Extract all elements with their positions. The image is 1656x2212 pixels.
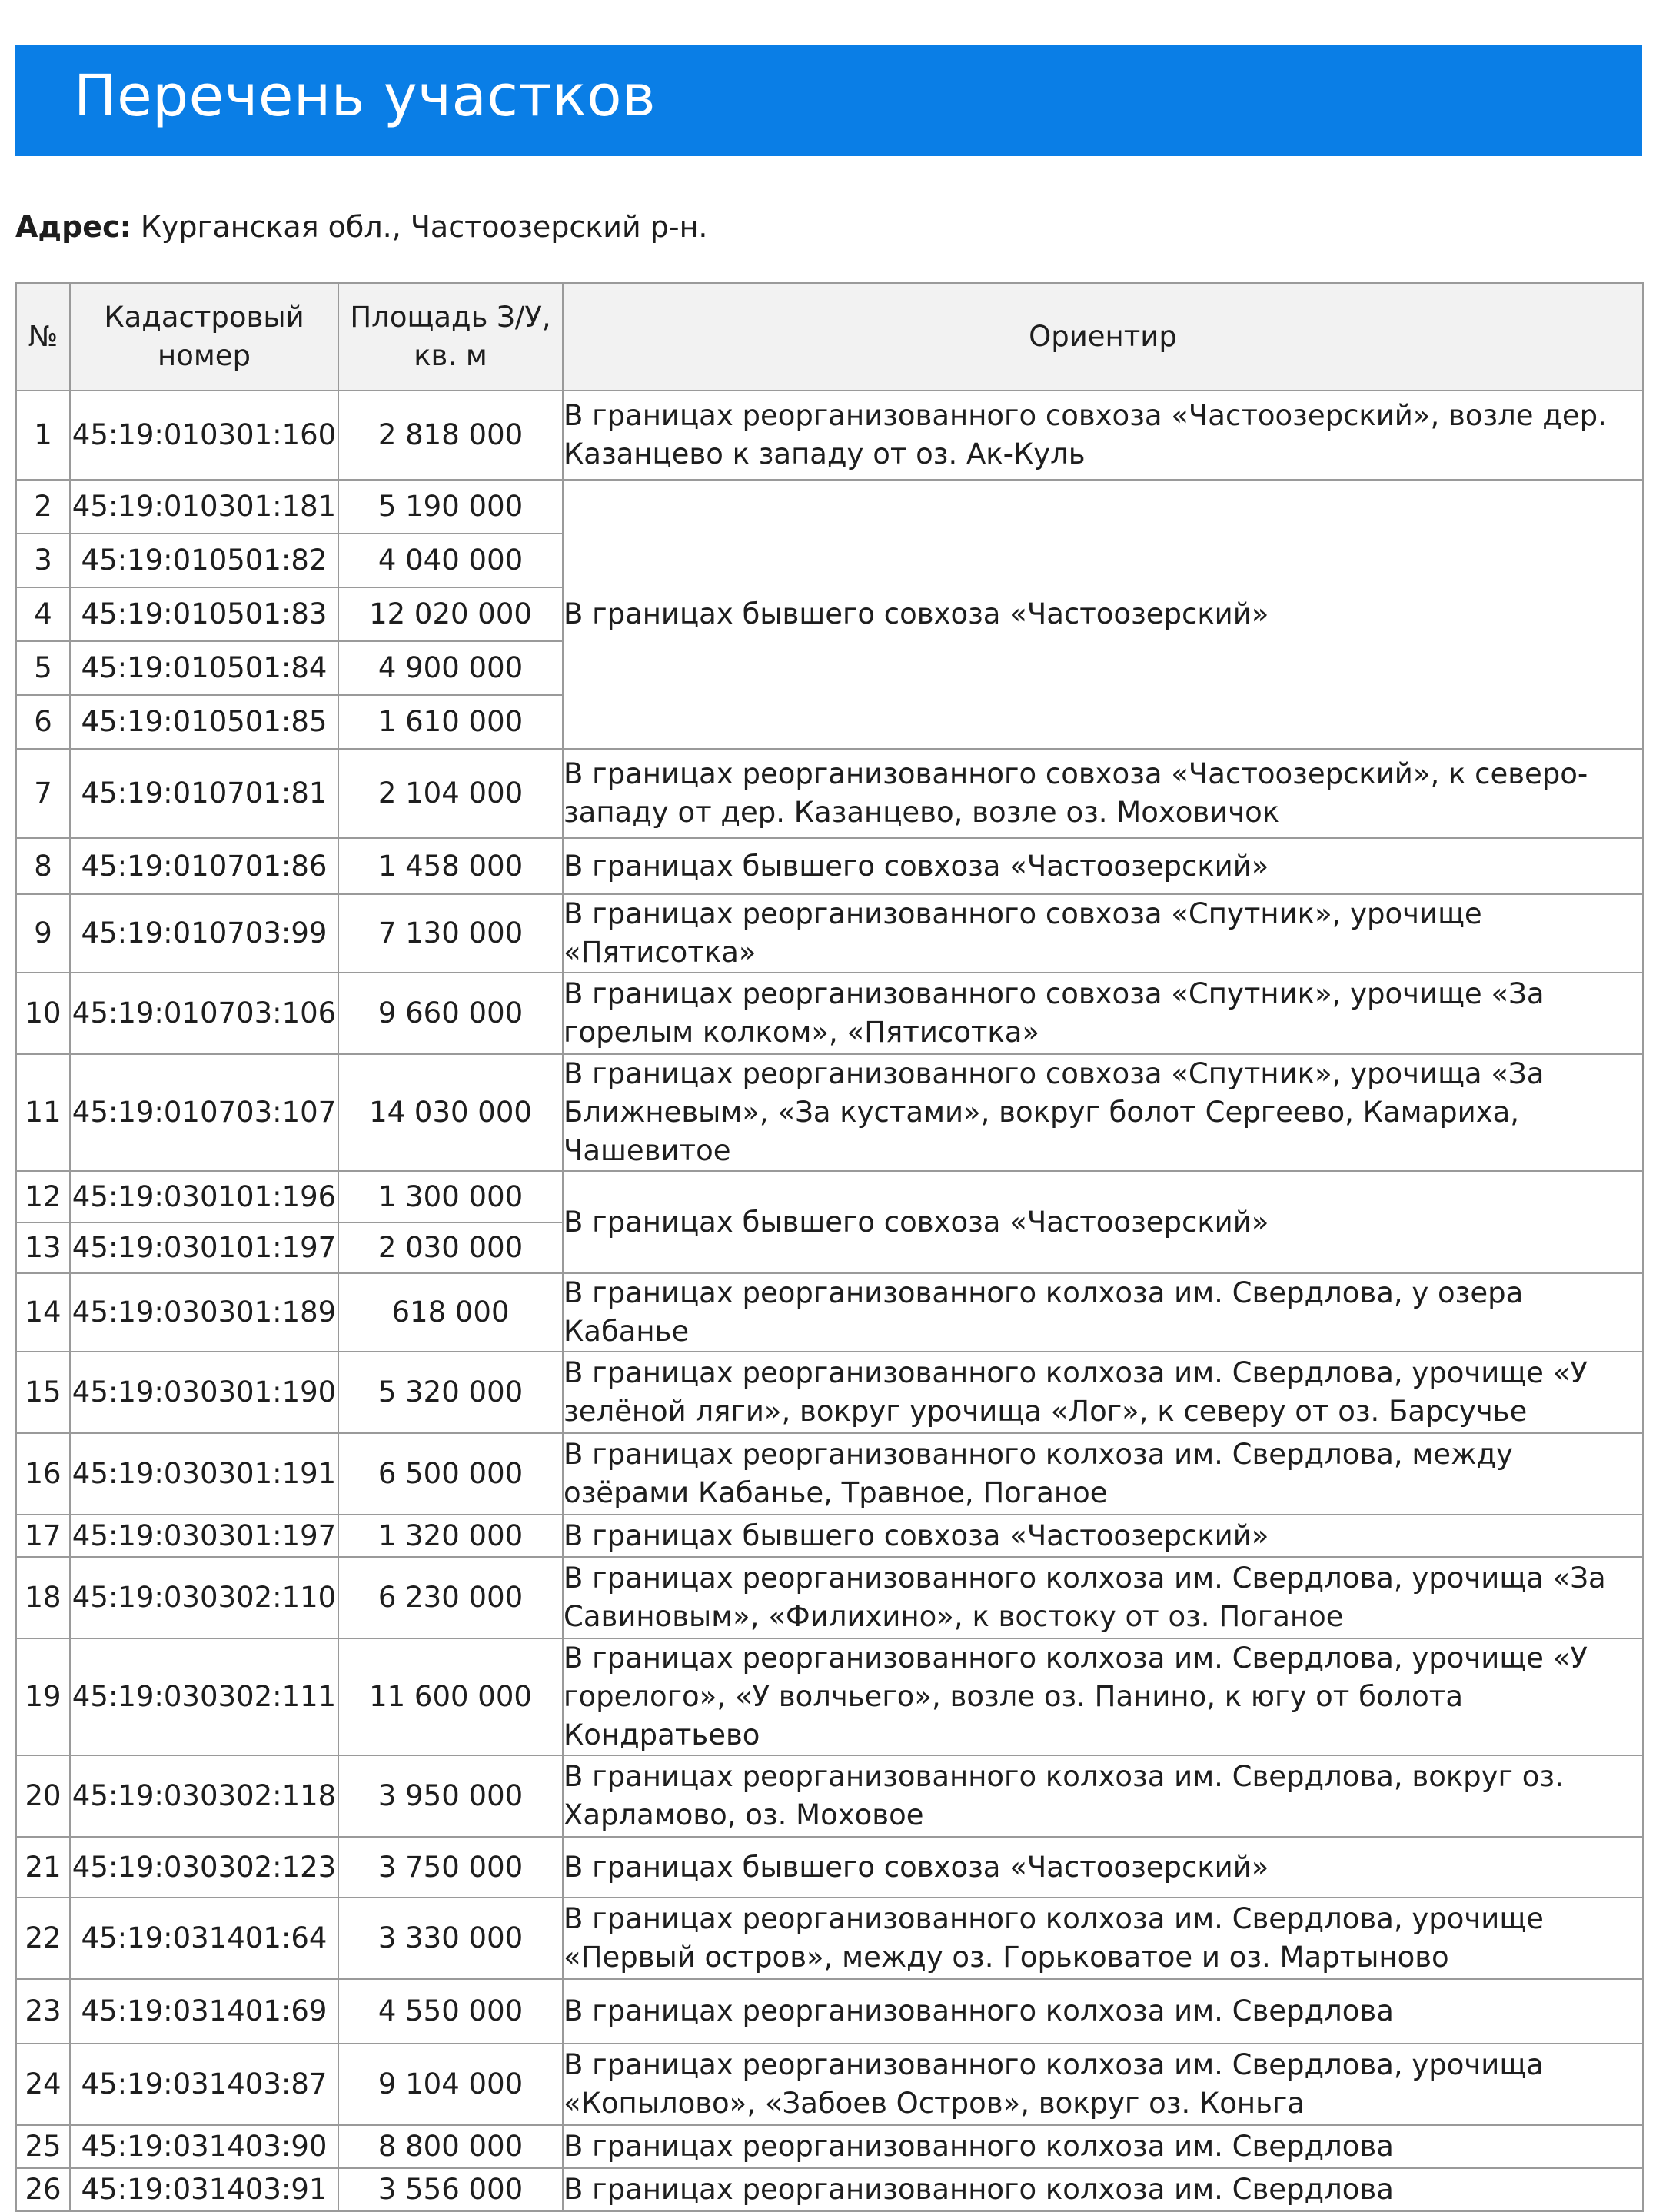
table-row <box>16 1273 1643 1352</box>
row-area: 9 104 000 <box>338 2044 563 2125</box>
address-value: Курганская обл., Частоозерский р-н. <box>140 210 708 244</box>
row-cadastral: 45:19:010703:99 <box>70 894 338 973</box>
row-cadastral: 45:19:010301:160 <box>70 391 338 480</box>
table-row <box>16 973 1643 1054</box>
row-num: 14 <box>16 1273 70 1352</box>
row-landmark: В границах бывшего совхоза «Частоозерский» <box>563 480 1643 749</box>
table-row <box>16 391 1643 480</box>
row-num: 7 <box>16 749 70 838</box>
row-area: 3 556 000 <box>338 2168 563 2211</box>
row-area: 8 800 000 <box>338 2125 563 2168</box>
row-area: 14 030 000 <box>338 1054 563 1171</box>
row-num: 1 <box>16 391 70 480</box>
row-area: 2 818 000 <box>338 391 563 480</box>
row-num: 6 <box>16 695 70 749</box>
row-num: 5 <box>16 641 70 695</box>
table-row <box>16 1433 1643 1515</box>
table-row <box>16 1352 1643 1433</box>
table-row <box>16 1557 1643 1638</box>
row-area: 5 320 000 <box>338 1352 563 1433</box>
table-row <box>16 838 1643 894</box>
row-area: 1 320 000 <box>338 1515 563 1557</box>
row-landmark: В границах реорганизованного колхоза им. Свердлова <box>563 2125 1643 2168</box>
row-area: 618 000 <box>338 1273 563 1352</box>
row-area: 6 500 000 <box>338 1433 563 1515</box>
table-row <box>16 1171 1643 1222</box>
title-banner <box>15 45 1642 156</box>
row-landmark: В границах реорганизованного колхоза им. Свердлова, урочище «У горелого», «У волчьего», возле оз. Панино, к югу от болота Кондратьево <box>563 1638 1643 1755</box>
row-num: 4 <box>16 587 70 641</box>
row-num: 11 <box>16 1054 70 1171</box>
header-area-line1: Площадь З/У, <box>350 301 551 334</box>
row-area: 4 040 000 <box>338 534 563 587</box>
table-row <box>16 1638 1643 1755</box>
row-landmark: В границах реорганизованного совхоза «Частоозерский», возле дер. Казанцево к западу от оз. Ак-Куль <box>563 391 1643 480</box>
row-num: 26 <box>16 2168 70 2211</box>
header-landmark: Ориентир <box>563 283 1643 391</box>
row-area: 1 458 000 <box>338 838 563 894</box>
row-num: 12 <box>16 1171 70 1222</box>
row-cadastral: 45:19:030301:197 <box>70 1515 338 1557</box>
row-cadastral: 45:19:031401:69 <box>70 1979 338 2044</box>
row-num: 23 <box>16 1979 70 2044</box>
row-area: 2 030 000 <box>338 1222 563 1273</box>
row-num: 22 <box>16 1898 70 1979</box>
row-num: 19 <box>16 1638 70 1755</box>
row-cadastral: 45:19:010701:86 <box>70 838 338 894</box>
row-landmark: В границах бывшего совхоза «Частоозерский» <box>563 838 1643 894</box>
row-cadastral: 45:19:010501:83 <box>70 587 338 641</box>
row-num: 16 <box>16 1433 70 1515</box>
row-landmark: В границах реорганизованного колхоза им. Свердлова, урочище «Первый остров», между оз. Горьковатое и оз. Мартыново <box>563 1898 1643 1979</box>
header-num: № <box>16 283 70 391</box>
row-num: 20 <box>16 1755 70 1837</box>
row-landmark: В границах реорганизованного колхоза им. Свердлова, у озера Кабанье <box>563 1273 1643 1352</box>
row-cadastral: 45:19:030302:118 <box>70 1755 338 1837</box>
row-area: 2 104 000 <box>338 749 563 838</box>
row-landmark: В границах бывшего совхоза «Частоозерский» <box>563 1171 1643 1273</box>
row-area: 3 330 000 <box>338 1898 563 1979</box>
row-landmark: В границах реорганизованного колхоза им. Свердлова, вокруг оз. Харламово, оз. Моховое <box>563 1755 1643 1837</box>
row-area: 1 610 000 <box>338 695 563 749</box>
table-row <box>16 1054 1643 1171</box>
row-cadastral: 45:19:030301:191 <box>70 1433 338 1515</box>
row-area: 1 300 000 <box>338 1171 563 1222</box>
header-area-line2: кв. м <box>414 339 487 372</box>
table-row <box>16 1837 1643 1898</box>
row-cadastral: 45:19:010701:81 <box>70 749 338 838</box>
row-landmark: В границах реорганизованного совхоза «Спутник», урочище «За горелым колком», «Пятисотка» <box>563 973 1643 1054</box>
row-area: 5 190 000 <box>338 480 563 534</box>
row-cadastral: 45:19:030302:111 <box>70 1638 338 1755</box>
row-num: 3 <box>16 534 70 587</box>
row-num: 8 <box>16 838 70 894</box>
row-cadastral: 45:19:030302:123 <box>70 1837 338 1898</box>
row-cadastral: 45:19:010501:82 <box>70 534 338 587</box>
row-num: 24 <box>16 2044 70 2125</box>
row-num: 21 <box>16 1837 70 1898</box>
row-cadastral: 45:19:030301:189 <box>70 1273 338 1352</box>
row-cadastral: 45:19:010301:181 <box>70 480 338 534</box>
plots-table <box>15 282 1644 2212</box>
row-landmark: В границах бывшего совхоза «Частоозерский» <box>563 1515 1643 1557</box>
row-cadastral: 45:19:010501:84 <box>70 641 338 695</box>
row-cadastral: 45:19:010703:107 <box>70 1054 338 1171</box>
row-landmark: В границах реорганизованного совхоза «Спутник», урочища «За Ближневым», «За кустами», вокруг болот Сергеево, Камариха, Чашевитое <box>563 1054 1643 1171</box>
header-cadastral-line1: Кадастровый <box>104 301 304 334</box>
row-landmark: В границах реорганизованного совхоза «Частоозерский», к северо-западу от дер. Казанцево, возле оз. Моховичок <box>563 749 1643 838</box>
row-num: 18 <box>16 1557 70 1638</box>
row-area: 12 020 000 <box>338 587 563 641</box>
row-cadastral: 45:19:031403:91 <box>70 2168 338 2211</box>
header-cadastral <box>70 283 338 391</box>
row-landmark: В границах реорганизованного колхоза им. Свердлова, урочища «Копылово», «Забоев Остров», вокруг оз. Коньга <box>563 2044 1643 2125</box>
row-num: 9 <box>16 894 70 973</box>
row-landmark: В границах реорганизованного колхоза им. Свердлова, урочища «За Савиновым», «Филихино», к востоку от оз. Поганое <box>563 1557 1643 1638</box>
row-cadastral: 45:19:010703:106 <box>70 973 338 1054</box>
address-label: Адрес: <box>15 210 131 244</box>
table-row <box>16 2168 1643 2211</box>
row-area: 3 950 000 <box>338 1755 563 1837</box>
row-num: 17 <box>16 1515 70 1557</box>
header-area <box>338 283 563 391</box>
row-area: 4 900 000 <box>338 641 563 695</box>
row-area: 6 230 000 <box>338 1557 563 1638</box>
row-num: 15 <box>16 1352 70 1433</box>
row-num: 2 <box>16 480 70 534</box>
row-area: 4 550 000 <box>338 1979 563 2044</box>
table-row <box>16 2125 1643 2168</box>
row-landmark: В границах реорганизованного колхоза им. Свердлова, урочище «У зелёной ляги», вокруг урочища «Лог», к северу от оз. Барсучье <box>563 1352 1643 1433</box>
row-landmark: В границах реорганизованного колхоза им. Свердлова <box>563 2168 1643 2211</box>
row-cadastral: 45:19:030101:196 <box>70 1171 338 1222</box>
row-cadastral: 45:19:010501:85 <box>70 695 338 749</box>
row-landmark: В границах реорганизованного колхоза им. Свердлова <box>563 1979 1643 2044</box>
row-landmark: В границах реорганизованного колхоза им. Свердлова, между озёрами Кабанье, Травное, Поганое <box>563 1433 1643 1515</box>
table-row <box>16 749 1643 838</box>
row-area: 7 130 000 <box>338 894 563 973</box>
table-row <box>16 1755 1643 1837</box>
row-cadastral: 45:19:030301:190 <box>70 1352 338 1433</box>
table-row <box>16 1898 1643 1979</box>
row-area: 9 660 000 <box>338 973 563 1054</box>
row-num: 25 <box>16 2125 70 2168</box>
row-num: 10 <box>16 973 70 1054</box>
row-area: 11 600 000 <box>338 1638 563 1755</box>
row-area: 3 750 000 <box>338 1837 563 1898</box>
row-cadastral: 45:19:030302:110 <box>70 1557 338 1638</box>
row-landmark: В границах бывшего совхоза «Частоозерский» <box>563 1837 1643 1898</box>
row-cadastral: 45:19:031401:64 <box>70 1898 338 1979</box>
table-header-row <box>16 283 1643 391</box>
page-title: Перечень участков <box>74 62 657 129</box>
table-row <box>16 2044 1643 2125</box>
row-landmark: В границах реорганизованного совхоза «Спутник», урочище «Пятисотка» <box>563 894 1643 973</box>
row-num: 13 <box>16 1222 70 1273</box>
table-row <box>16 1979 1643 2044</box>
row-cadastral: 45:19:030101:197 <box>70 1222 338 1273</box>
header-cadastral-line2: номер <box>158 339 251 372</box>
table-row <box>16 894 1643 973</box>
table-row <box>16 480 1643 534</box>
address-line <box>15 208 708 246</box>
table-row <box>16 1515 1643 1557</box>
row-cadastral: 45:19:031403:90 <box>70 2125 338 2168</box>
row-cadastral: 45:19:031403:87 <box>70 2044 338 2125</box>
